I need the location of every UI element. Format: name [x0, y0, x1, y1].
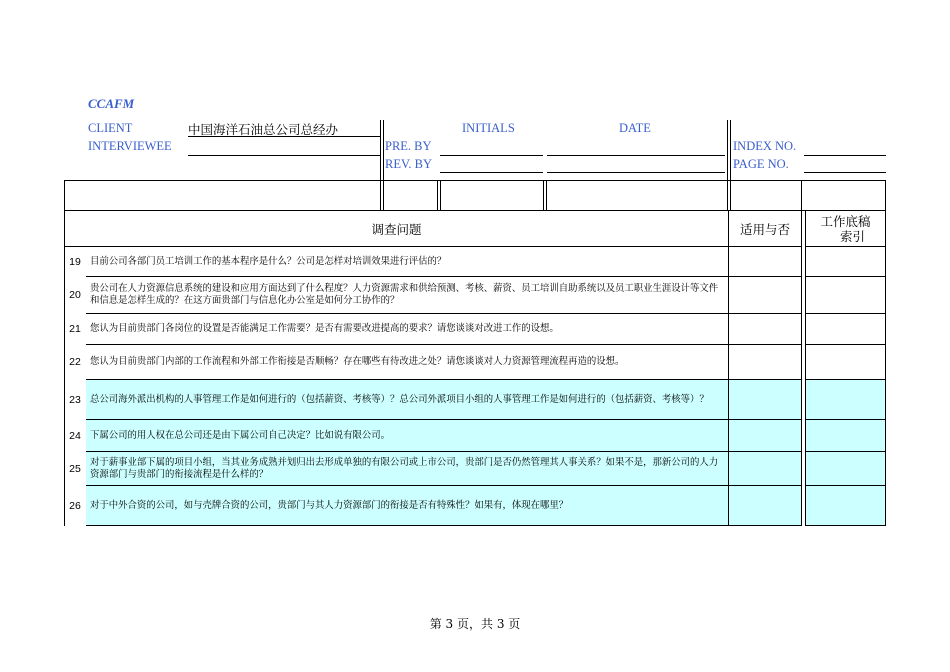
table-row [64, 277, 886, 314]
column-header-applicable: 适用与否 [728, 211, 802, 247]
date-label: DATE [619, 121, 651, 135]
index-cell[interactable] [805, 486, 886, 526]
index-cell[interactable] [805, 452, 886, 486]
index-cell[interactable] [805, 247, 886, 277]
applicable-cell[interactable] [728, 247, 802, 277]
row-number: 26 [69, 500, 81, 512]
question-text: 总公司海外派出机构的人事管理工作是如何进行的（包括薪资、考核等）？总公司外派项目小组的人事管理工作是如何进行的（包括薪资、考核等）？ [86, 380, 728, 420]
applicable-cell[interactable] [728, 277, 802, 314]
blank-entry-row [64, 180, 886, 211]
client-value[interactable]: 中国海洋石油总公司总经办 [188, 122, 339, 137]
row-number: 25 [69, 463, 81, 475]
rev-by-initials-line[interactable] [440, 172, 543, 173]
client-label: CLIENT [88, 121, 133, 135]
page-no-label: PAGE NO. [733, 157, 789, 171]
question-text: 下属公司的用人权在总公司还是由下属公司自己决定？比如说有限公司。 [86, 420, 728, 452]
question-text: 您认为目前贵部门各岗位的设置是否能满足工作需要？是否有需要改进提高的要求？请您谈谈对改进工作的设想。 [86, 314, 728, 345]
divider [546, 180, 547, 211]
table-row [64, 486, 886, 526]
divider [801, 180, 802, 211]
row-number: 22 [69, 356, 81, 368]
table-row [64, 452, 886, 486]
table-header-row [64, 211, 886, 247]
index-no-label: INDEX NO. [733, 139, 797, 153]
initials-label: INITIALS [462, 121, 515, 135]
row-number: 21 [69, 323, 81, 335]
question-text: 目前公司各部门员工培训工作的基本程序是什么？公司是怎样对培训效果进行评估的？ [86, 247, 728, 277]
row-number: 23 [69, 394, 81, 406]
applicable-cell[interactable] [728, 486, 802, 526]
table-row [64, 345, 886, 380]
table-row [64, 247, 886, 277]
table-row [64, 314, 886, 345]
column-header-question: 调查问题 [64, 211, 728, 247]
applicable-cell[interactable] [728, 314, 802, 345]
index-cell[interactable] [805, 277, 886, 314]
row-number: 19 [69, 256, 81, 268]
index-cell[interactable] [805, 314, 886, 345]
divider [543, 180, 544, 211]
question-text: 对于薪事业部下属的项目小组，当其业务成熟并划归出去形成单独的有限公司或上市公司，贵部门是否仍然管理其人事关系？如果不是，那新公司的人力资源部门与贵部门的衔接流程是什么样的？ [86, 452, 728, 486]
divider [437, 180, 438, 211]
index-cell[interactable] [805, 345, 886, 380]
interviewee-underline [188, 155, 380, 156]
question-text: 对于中外合资的公司，如与壳牌合资的公司，贵部门与其人力资源部门的衔接是否有特殊性？如果有，体现在哪里？ [86, 486, 728, 526]
rev-by-date-line[interactable] [547, 172, 725, 173]
applicable-cell[interactable] [728, 420, 802, 452]
rev-by-label: REV. BY [385, 157, 433, 171]
pre-by-date-line[interactable] [547, 155, 725, 156]
applicable-cell[interactable] [728, 380, 802, 420]
divider [64, 247, 65, 526]
question-text: 您认为目前贵部门内部的工作流程和外部工作衔接是否顺畅？存在哪些有待改进之处？请您谈谈对人力资源管理流程再造的设想。 [86, 345, 728, 380]
divider [440, 180, 441, 211]
pre-by-initials-line[interactable] [440, 155, 543, 156]
table-row [64, 420, 886, 452]
column-header-index [805, 211, 886, 247]
index-cell[interactable] [805, 380, 886, 420]
question-text: 贵公司在人力资源信息系统的建设和应用方面达到了什么程度？人力资源需求和供给预测、考核、薪资、员工培训自助系统以及员工职业生涯设计等文件和信息是怎样生成的？在这方面贵部门与信息化办公室是如何分工协作的？ [86, 277, 728, 314]
page-no-line[interactable] [804, 172, 886, 173]
applicable-cell[interactable] [728, 452, 802, 486]
interviewee-label: INTERVIEWEE [88, 139, 172, 153]
pre-by-label: PRE. BY [385, 139, 432, 153]
row-number: 24 [69, 430, 81, 442]
client-underline [188, 136, 380, 137]
index-cell[interactable] [805, 420, 886, 452]
index-header-line2: 索引 [839, 229, 865, 244]
applicable-cell[interactable] [728, 345, 802, 380]
brand-title: CCAFM [88, 96, 135, 111]
index-no-line[interactable] [804, 155, 886, 156]
index-header-line1: 工作底稿 [820, 214, 871, 229]
page-footer: 第 3 页，共 3 页 [429, 617, 521, 631]
row-number: 20 [69, 289, 81, 301]
table-row [64, 380, 886, 420]
